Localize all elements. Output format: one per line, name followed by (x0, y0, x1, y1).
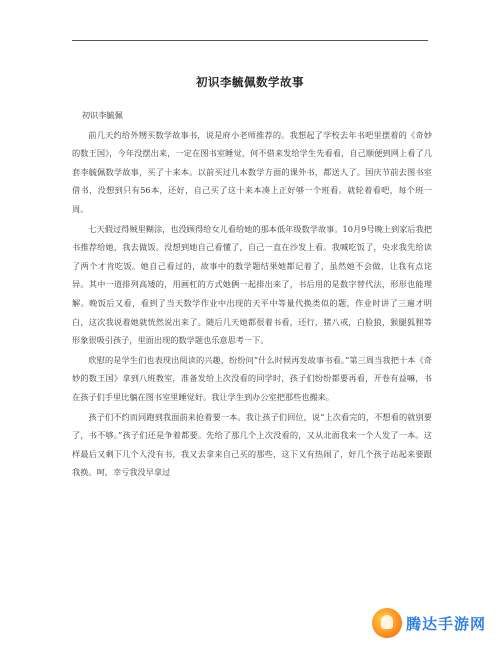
tengda-logo-icon (372, 608, 402, 638)
paragraph-3: 欣慰的是学生们也表现出阅读的兴趣，纷纷问“什么时候再发故事书看。”第三周当我把十本《奇妙的数王国》拿到八班教室，准备发给上次没看的同学时，孩子们纷纷都要再看，开卷有益嘛，书在孩子们手里比躺在图书室里睡觉好。我让学生到办公室把那些也搬来。 (72, 354, 432, 402)
document-title: 初识李毓佩数学故事 (196, 75, 304, 89)
document-body (72, 106, 432, 482)
author-line: 初识李毓佩 (81, 110, 123, 120)
watermark-text: 腾达手游网 (405, 614, 486, 633)
paragraph-1: 前几天约给外甥买数学故事书，说是府小老师推荐的。我想起了学校去年书吧里摆着的《奇妙的数王国》，今年没摆出来，一定在图书室睡觉，何不借来发给学生先看看，自己顺便到网上看了几套李毓佩数学故事，买了十来本。以前买过几本数学方面的课外书，都送人了。国庆节前去图书室借书，没想到只有56本，还好，自己买了这十来本凑上正好够一个班看。就轮着看吧，每个班一周。 (72, 129, 432, 214)
site-watermark (370, 606, 492, 640)
paragraph-4: 孩子们不约而同跑到我面前来抢着要一本。我让孩子们回位，说“上次看完的，不想看的就别要了，书不够。”孩子们还是争着都要。先给了那几个上次没看的，又从北面我来一个人发了一本。这样最后又剩下几个人没有书，我又去拿来自己买的那些，这下又有热闹了，好几个孩子站起来要跟我换。呵，幸亏我没早拿过 (72, 411, 432, 478)
paragraph-2: 七天假过得贼里糊涂，也没顾得给女儿看给她的那本低年级数学故事。10月9号晚上到家后我把书推荐给她，我去做饭。没想到她自己看懂了，自己一直在沙发上看。我喊吃饭了，央求我先给读了两个才肯吃饭。她自己看过的，故事中的数学题结果她都记着了，虽然她不会做，让我有点诧异。其中一道排列高矮的，用画杠的方式她俩一起排出来了，书后用的是数字替代法，形形也能理解。晚饭后又看，看到了当天数学作业中出现的天平中等量代换类似的题，作业时讲了三遍才明白，这次我说着她就恍然说出来了。随后几天她都很着书看，还行，猪八戒，白脸狼，猴腿狐狸等形象很吸引孩子，里面出现的数学题也乐意思考一下。 (72, 223, 432, 346)
header-rule (72, 40, 428, 41)
